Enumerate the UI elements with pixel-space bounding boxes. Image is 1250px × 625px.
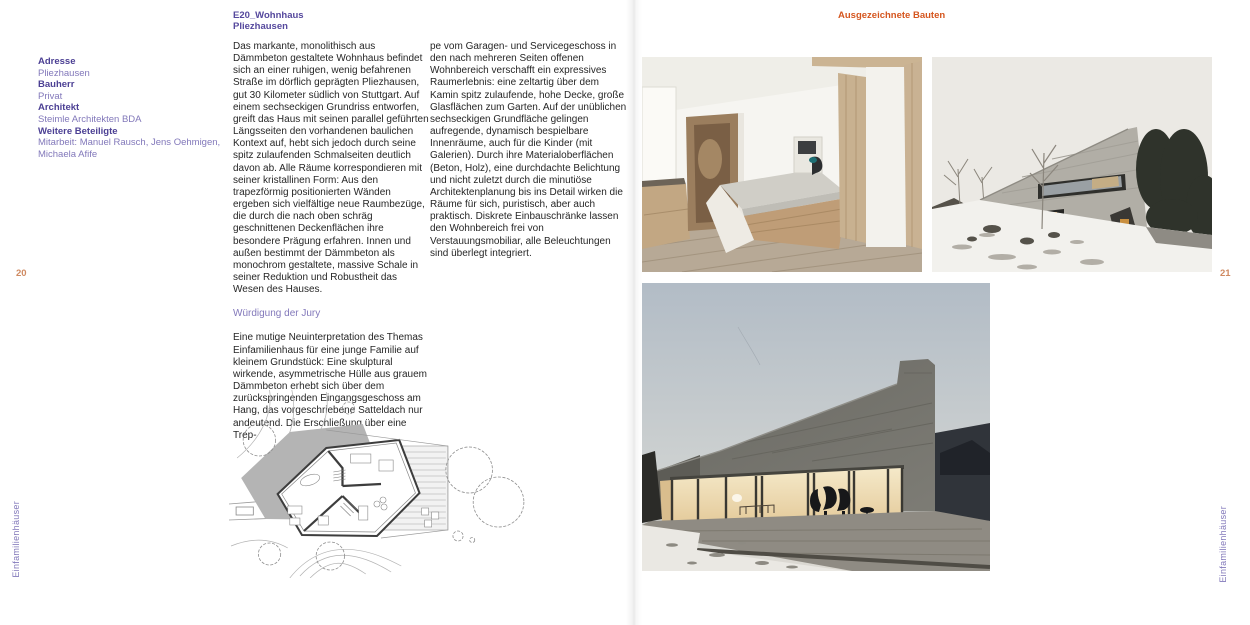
jury-heading: Würdigung der Jury	[233, 308, 321, 320]
article-paragraph-3: pe vom Garagen- und Servicegeschoss in den nach mehreren Seiten offenen Wohnbereich verschafft ein expressives Raumerlebnis: eine zeltartig über dem Kamin spitz zulaufende, hohe Decke, große Glasflächen zum Garten. Auf der unüblichen sechseckigen Grundfläche gelingen aufregende, dynamisch bespielbare Innenräume, auch für die Kinder (mit Galerien). Durch ihre Materialoberflächen (Beton, Holz), eine durchdachte Belichtung und nicht zuletzt durch die minutiöse Architektenplanung bis ins Detail wirken die Räume für sich, puristisch, aber auch praktisch. Diskrete Einbauschränke lassen den Wohnbereich frei von Verstauungsmobiliar, alle Beleuchtungen sind überlegt integriert.	[430, 41, 627, 259]
wall-niche-appliances	[794, 137, 822, 175]
page-number-left: 20	[16, 268, 27, 279]
dusk-photo-art	[642, 283, 990, 571]
page-number-right: 21	[1220, 268, 1231, 279]
article-column-2	[430, 41, 627, 272]
chapter-label-left: Einfamilienhäuser	[11, 501, 21, 578]
photo-exterior-winter	[932, 57, 1212, 272]
article-paragraph-2: Eine mutige Neuinterpretation des Themas Einfamilienhaus für eine junge Familie auf kleinem Grundstück: Eine skulptural wirkende, asymmetrische Hülle aus grauem Dämmbeton erhebt sich über dem zurückspringenden Eingangsgeschoss am Hang, das vorgeschriebene Satteldach nur andeutend. Die Erschließung über eine Trep-	[233, 332, 427, 441]
chapter-label-right: Einfamilienhäuser	[1218, 506, 1228, 583]
site-plan-figure	[229, 388, 533, 578]
fact-value-bauherr: Privat	[38, 90, 63, 102]
background-trees-right	[935, 423, 990, 521]
interior-photo-art	[642, 57, 922, 272]
fact-label-bauherr: Bauherr	[38, 79, 75, 91]
winter-photo-art	[932, 57, 1212, 272]
section-label: Ausgezeichnete Bauten	[838, 10, 946, 21]
pendant-lamp	[732, 494, 742, 502]
page-title	[233, 10, 304, 32]
site-plan-drawing	[229, 388, 533, 578]
fact-value-architekt: Steimle Architekten BDA	[38, 113, 142, 125]
fact-label-architekt: Architekt	[38, 102, 80, 114]
fact-label-beteiligte: Weitere Beteiligte	[38, 125, 118, 137]
fact-value-adresse: Pliezhausen	[38, 67, 90, 79]
page-gutter	[626, 0, 642, 625]
fact-label-adresse: Adresse	[38, 56, 76, 67]
fact-value-beteiligte: Mitarbeit: Manuel Rausch, Jens Oehmigen, Michaela Afife	[38, 137, 221, 160]
evergreen-trees	[1136, 129, 1212, 239]
project-facts	[38, 56, 226, 160]
photo-interior	[642, 57, 922, 272]
photo-exterior-dusk	[642, 283, 990, 571]
article-paragraph-1: Das markante, monolithisch aus Dämmbeton gestaltete Wohnhaus befindet sich an einer ruhigen, wenig befahrenen Straße im dörflich geprägten Pliezhausen, gut 30 Kilometer südlich von Stuttgart. Auf einem sechseckigen Grundriss entworfen, greift das Haus mit seinen parallel geführten Längsseiten den vorhandenen baulichen Kontext auf, hebt sich jedoch durch seine spitz zulaufenden Schmalseiten deutlich davon ab. Alle Räume korrespondieren mit seiner kristallinen Form: Aus den trapezförmig positionierten Wänden ergeben sich vielfältige neue Raumbezüge, die durch die nach oben schräg geschnittenen Deckenflächen ihre besondere Prägung erfahren. Innen und außen bestimmt der Dämmbeton als monochrom gestaltete, massive Schale in seiner Reduktion und Robustheit das Wesen des Hauses.	[233, 41, 429, 296]
project-location: Pliezhausen	[233, 21, 288, 32]
project-id: E20_Wohnhaus	[233, 10, 304, 21]
